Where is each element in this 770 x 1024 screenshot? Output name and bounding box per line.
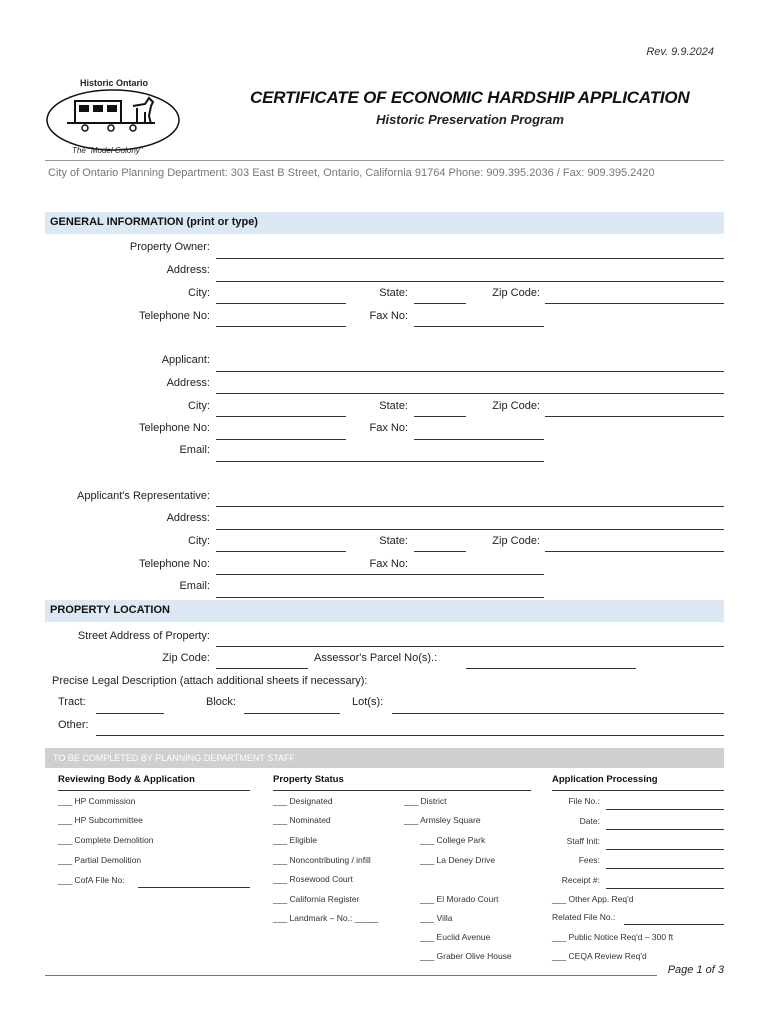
villa-option[interactable]: ___ Villa: [420, 913, 453, 923]
form-title: CERTIFICATE OF ECONOMIC HARDSHIP APPLICATION: [250, 88, 690, 107]
nominated-option[interactable]: ___ Nominated: [273, 815, 331, 825]
lots-field[interactable]: [392, 713, 724, 714]
california-register-option[interactable]: ___ California Register: [273, 894, 360, 904]
applicant-zip-label: Zip Code:: [492, 400, 540, 412]
tract-label: Tract:: [58, 696, 86, 708]
date-label: Date:: [579, 816, 600, 826]
property-status-rule: [273, 790, 531, 791]
staff-section-title: TO BE COMPLETED BY PLANNING DEPARTMENT STAFF: [53, 753, 296, 763]
logo-top-text: Historic Ontario: [80, 78, 149, 88]
other-field[interactable]: [96, 735, 724, 736]
fees-label: Fees:: [578, 855, 600, 865]
revision-label: Rev. 9.9.2024: [646, 46, 714, 58]
block-label: Block:: [206, 696, 236, 708]
applicant-fax-label: Fax No:: [369, 422, 408, 434]
district-option[interactable]: ___ District: [404, 796, 447, 806]
applicant-address-label: Address:: [166, 377, 210, 389]
rep-city-label: City:: [188, 535, 210, 547]
euclid-avenue-option[interactable]: ___ Euclid Avenue: [420, 932, 491, 942]
general-info-header: [45, 212, 724, 234]
noncontributing-option[interactable]: ___ Noncontributing / infill: [273, 855, 371, 865]
location-zip-label: Zip Code:: [162, 652, 210, 664]
rosewood-court-option[interactable]: ___ Rosewood Court: [273, 874, 353, 884]
block-field[interactable]: [244, 713, 340, 714]
reviewing-body-heading: Reviewing Body & Application: [58, 774, 195, 785]
location-zip-field[interactable]: [216, 668, 308, 669]
applicant-label: Applicant:: [161, 354, 210, 366]
owner-label: Property Owner:: [129, 241, 210, 253]
reviewing-body-rule: [58, 790, 250, 791]
rep-zip-field[interactable]: [545, 551, 724, 552]
designated-option[interactable]: ___ Designated: [273, 796, 333, 806]
owner-fax-label: Fax No:: [369, 310, 408, 322]
fees-field[interactable]: [606, 868, 724, 869]
staff-section-header: [45, 748, 724, 768]
owner-state-field[interactable]: [414, 303, 466, 304]
applicant-zip-field[interactable]: [545, 416, 724, 417]
graber-olive-house-option[interactable]: ___ Graber Olive House: [420, 951, 512, 961]
rep-email-label: Email:: [179, 580, 210, 592]
el-morado-court-option[interactable]: ___ El Morado Court: [420, 894, 499, 904]
landmark-option[interactable]: ___ Landmark – No.: _____: [273, 913, 379, 923]
related-file-field[interactable]: [624, 924, 724, 925]
rep-field[interactable]: [216, 506, 724, 507]
parcel-label: Assessor's Parcel No(s).:: [314, 652, 438, 664]
rep-address-field[interactable]: [216, 529, 724, 530]
related-file-label: Related File No.:: [552, 912, 616, 922]
footer-rule: [45, 975, 657, 976]
applicant-state-label: State:: [379, 400, 408, 412]
la-deney-drive-option[interactable]: ___ La Deney Drive: [420, 855, 496, 865]
department-info: City of Ontario Planning Department: 303 East B Street, Ontario, California 91764 Phone: 909.395.2036 / Fax: 909.395.2420: [48, 167, 655, 179]
rep-email-field[interactable]: [216, 597, 544, 598]
owner-address-label: Address:: [166, 264, 210, 276]
rep-state-label: State:: [379, 535, 408, 547]
applicant-phone-field[interactable]: [216, 439, 346, 440]
owner-address-field[interactable]: [216, 281, 724, 282]
form-subtitle: Historic Preservation Program: [376, 112, 564, 127]
street-field[interactable]: [216, 646, 724, 647]
file-no-field[interactable]: [606, 809, 724, 810]
tract-field[interactable]: [96, 713, 164, 714]
eligible-option[interactable]: ___ Eligible: [273, 835, 317, 845]
rep-city-field[interactable]: [216, 551, 346, 552]
applicant-address-field[interactable]: [216, 393, 724, 394]
other-label: Other:: [58, 719, 89, 731]
application-processing-rule: [552, 790, 724, 791]
header-divider: [45, 160, 724, 161]
receipt-field[interactable]: [606, 888, 724, 889]
street-label: Street Address of Property:: [77, 630, 210, 642]
application-processing-heading: Application Processing: [552, 774, 658, 785]
logo-tagline: The "Model Colony": [72, 146, 143, 155]
receipt-label: Receipt #:: [561, 875, 600, 885]
applicant-city-label: City:: [188, 400, 210, 412]
applicant-phone-label: Telephone No:: [139, 422, 210, 434]
hp-commission-option[interactable]: ___ HP Commission: [58, 796, 136, 806]
date-field[interactable]: [606, 829, 724, 830]
owner-fax-field[interactable]: [414, 326, 544, 327]
property-location-header: [45, 600, 724, 622]
property-location-title: PROPERTY LOCATION: [50, 604, 170, 616]
rep-phone-label: Telephone No:: [139, 558, 210, 570]
staff-init-label: Staff Init:: [566, 836, 600, 846]
armsley-square-option[interactable]: ___ Armsley Square: [404, 815, 481, 825]
page-number: Page 1 of 3: [667, 964, 724, 976]
applicant-state-field[interactable]: [414, 416, 466, 417]
complete-demolition-option[interactable]: ___ Complete Demolition: [58, 835, 154, 845]
rep-label: Applicant's Representative:: [77, 490, 210, 502]
owner-city-field[interactable]: [216, 303, 346, 304]
applicant-fax-field[interactable]: [414, 439, 544, 440]
cofa-file-label: ___ CofA File No:: [58, 875, 125, 885]
hp-subcommittee-option[interactable]: ___ HP Subcommittee: [58, 815, 143, 825]
applicant-field[interactable]: [216, 371, 724, 372]
owner-phone-field[interactable]: [216, 326, 346, 327]
rep-phone-field[interactable]: [216, 574, 544, 575]
property-status-heading: Property Status: [273, 774, 344, 785]
parcel-field[interactable]: [466, 668, 636, 669]
general-info-title: GENERAL INFORMATION (print or type): [50, 216, 258, 228]
owner-field[interactable]: [216, 258, 724, 259]
partial-demolition-option[interactable]: ___ Partial Demolition: [58, 855, 142, 865]
applicant-email-label: Email:: [179, 444, 210, 456]
file-no-label: File No.:: [568, 796, 600, 806]
owner-zip-field[interactable]: [545, 303, 724, 304]
public-notice-option[interactable]: ___ Public Notice Req'd – 300 ft: [552, 932, 674, 942]
legal-description-label: Precise Legal Description (attach additional sheets if necessary):: [52, 675, 368, 687]
cofa-file-field[interactable]: [138, 887, 250, 888]
rep-address-label: Address:: [166, 512, 210, 524]
lots-label: Lot(s):: [352, 696, 384, 708]
staff-init-field[interactable]: [606, 849, 724, 850]
ceqa-review-option[interactable]: ___ CEQA Review Req'd: [552, 951, 647, 961]
owner-city-label: City:: [188, 287, 210, 299]
owner-zip-label: Zip Code:: [492, 287, 540, 299]
owner-state-label: State:: [379, 287, 408, 299]
other-app-option[interactable]: ___ Other App. Req'd: [552, 894, 634, 904]
rep-fax-label: Fax No:: [369, 558, 408, 570]
owner-phone-label: Telephone No:: [139, 310, 210, 322]
applicant-city-field[interactable]: [216, 416, 346, 417]
college-park-option[interactable]: ___ College Park: [420, 835, 486, 845]
rep-zip-label: Zip Code:: [492, 535, 540, 547]
applicant-email-field[interactable]: [216, 461, 544, 462]
rep-state-field[interactable]: [414, 551, 466, 552]
